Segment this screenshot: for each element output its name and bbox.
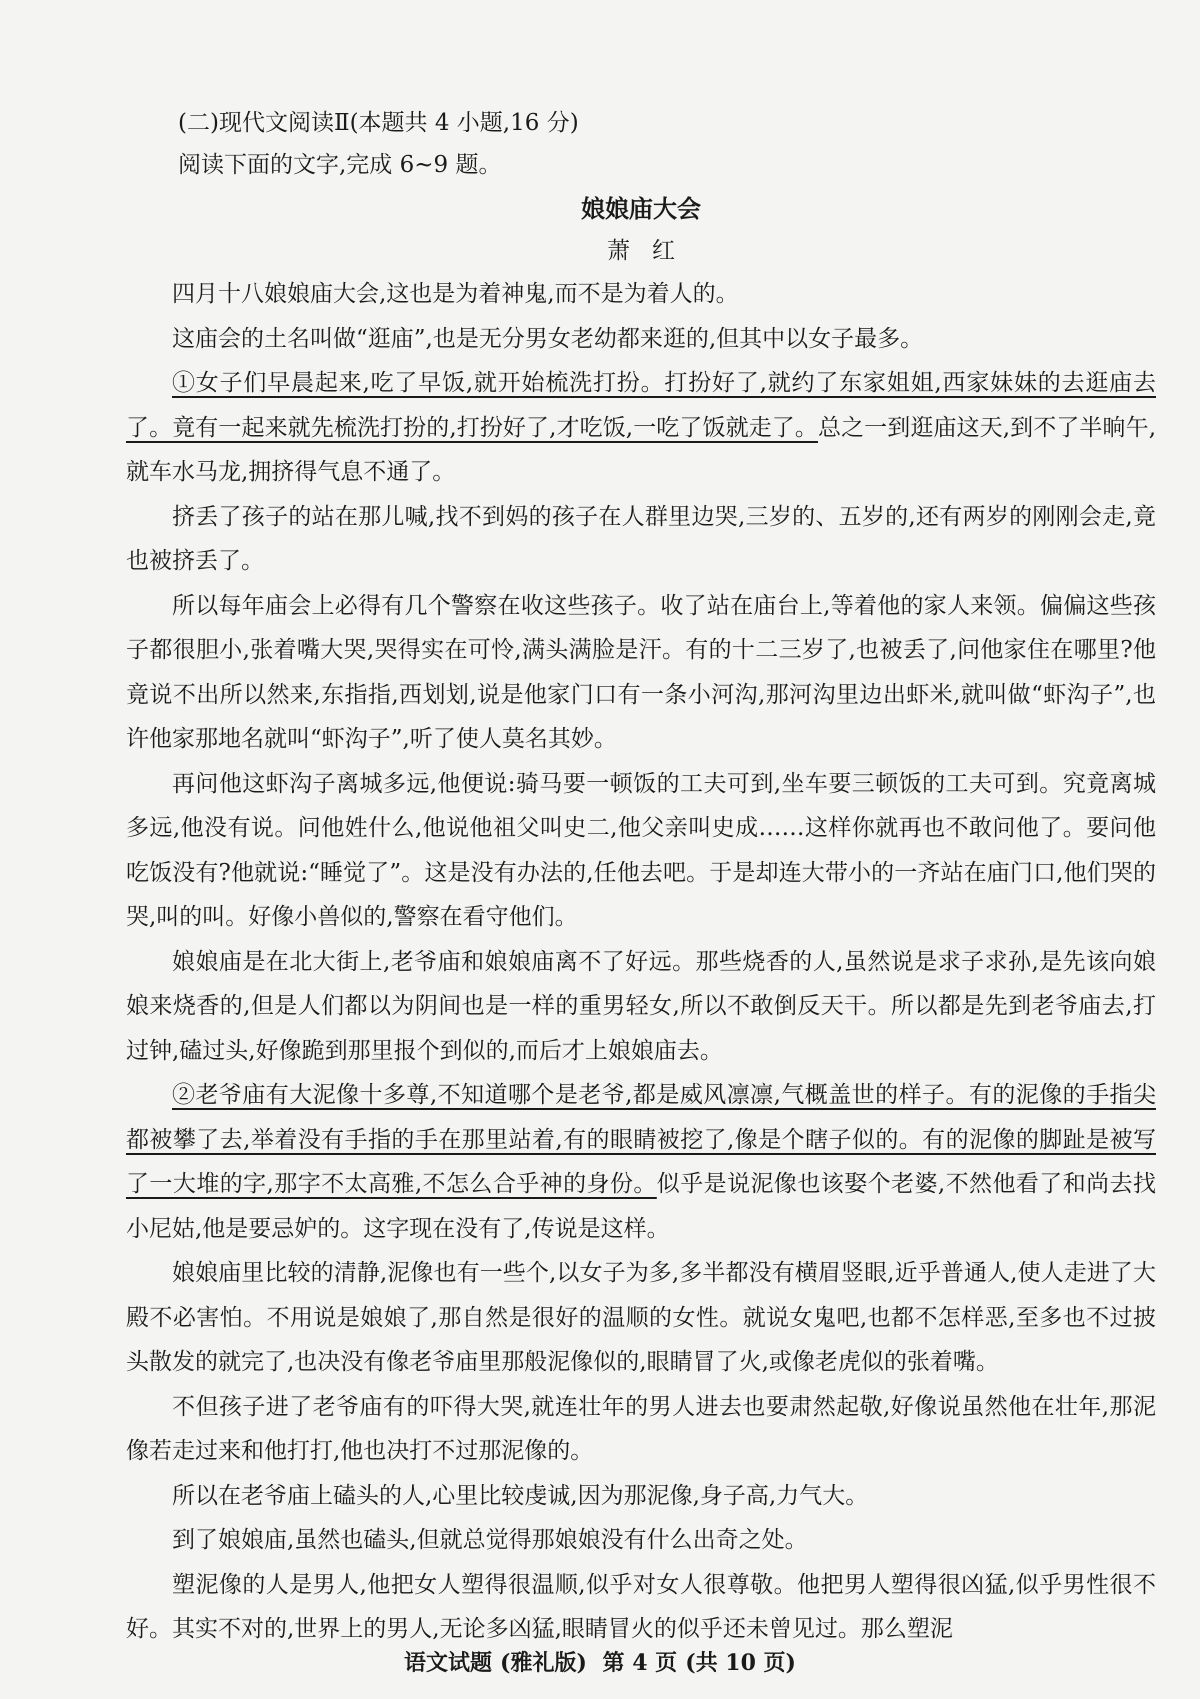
paragraph-text: 娘娘庙是在北大街上,老爷庙和娘娘庙离不了好远。那些烧香的人,虽然说是求子求孙,是先该向娘娘来烧香的,但是人们都以为阴间也是一样的重男轻女,所以不敢倒反天干。所以都是先到老爷庙去,打过钟,磕过头,好像跪到那里报个到似的,而后才上娘娘庙去。: [126, 948, 1156, 1064]
paragraph: [126, 1385, 1156, 1474]
reading-instruction: 阅读下面的文字,完成 6~9 题。: [178, 152, 502, 178]
paragraph: [126, 495, 1156, 584]
paragraph: [126, 1073, 1156, 1251]
underlined-sentence-2: ②老爷庙有大泥像十多尊,不知道哪个是老爷,都是威风凛凛,气概盖世的样子。有的泥像的手指尖都被攀了去,举着没有手指的手在那里站着,有的眼睛被挖了,像是个瞎子似的。有的泥像的脚趾是被写了一大堆的字,那字不太高雅,不怎么合乎神的身份。: [126, 1082, 1156, 1197]
paragraph: [126, 361, 1156, 495]
footer-subject: 语文试题: [404, 1650, 493, 1676]
paragraph-text: 塑泥像的人是男人,他把女人塑得很温顺,似乎对女人很尊敬。他把男人塑得很凶猛,似乎男性很不好。其实不对的,世界上的男人,无论多凶猛,眼睛冒火的似乎还未曾见过。那么塑泥: [126, 1571, 1156, 1642]
underlined-sentence-1: ①女子们早晨起来,吃了早饭,就开始梳洗打扮。打扮好了,就约了东家姐姐,西家妹妹的去逛庙去了。竟有一起来就先梳洗打扮的,打扮好了,才吃饭,一吃了饭就走了。: [126, 370, 1156, 441]
essay-body: [126, 272, 1156, 1652]
paragraph-text: 再问他这虾沟子离城多远,他便说:骑马要一顿饭的工夫可到,坐车要三顿饭的工夫可到。究竟离城多远,他没有说。问他姓什么,他说他祖父叫史二,他父亲叫史成……这样你就再也不敢问他了。要问他吃饭没有?他就说:“睡觉了”。这是没有办法的,任他去吧。于是却连大带小的一齐站在庙门口,他们哭的哭,叫的叫。好像小兽似的,警察在看守他们。: [126, 770, 1156, 930]
paragraph: [126, 272, 1156, 317]
footer-page-number: 第 4 页: [602, 1650, 678, 1676]
page-footer: [0, 1646, 1200, 1677]
paragraph: [126, 762, 1156, 940]
paragraph-text: 这庙会的土名叫做“逛庙”,也是无分男女老幼都来逛的,但其中以女子最多。: [172, 325, 924, 352]
paragraph: [126, 1518, 1156, 1563]
essay-title: 娘娘庙大会: [581, 194, 701, 223]
paragraph-text: 到了娘娘庙,虽然也磕头,但就总觉得那娘娘没有什么出奇之处。: [172, 1527, 808, 1553]
paragraph-text: 似乎是说泥像也该娶个老婆,不然他看了和尚去找小尼姑,他是要忌妒的。这字现在没有了,传说是这样。: [126, 1171, 1157, 1242]
footer-total-pages: (共 10 页): [685, 1650, 796, 1676]
paragraph-text: 娘娘庙里比较的清静,泥像也有一些个,以女子为多,多半都没有横眉竖眼,近乎普通人,使人走进了大殿不必害怕。不用说是娘娘了,那自然是很好的温顺的女性。就说女鬼吧,也都不怎样恶,至多也不过披头散发的就完了,也决没有像老爷庙里那般泥像似的,眼睛冒了火,或像老虎似的张着嘴。: [126, 1260, 1156, 1375]
paragraph: [126, 584, 1156, 762]
section-title: (二)现代文阅读Ⅱ(本题共 4 小题,16 分): [178, 110, 579, 136]
paragraph-text: 总之一到逛庙这天,到不了半晌午,就车水马龙,拥挤得气息不通了。: [126, 414, 1157, 485]
paragraph: [126, 1474, 1156, 1519]
paragraph-text: 所以在老爷庙上磕头的人,心里比较虔诚,因为那泥像,身子高,力气大。: [172, 1482, 869, 1509]
paragraph: [126, 940, 1156, 1074]
essay-author: 萧红: [607, 238, 697, 264]
footer-edition: (雅礼版): [500, 1650, 587, 1676]
paragraph-text: 不但孩子进了老爷庙有的吓得大哭,就连壮年的男人进去也要肃然起敬,好像说虽然他在壮年,那泥像若走过来和他打打,他也决打不过那泥像的。: [126, 1393, 1156, 1464]
paragraph: [126, 1251, 1156, 1385]
paragraph-text: 挤丢了孩子的站在那儿喊,找不到妈的孩子在人群里边哭,三岁的、五岁的,还有两岁的刚刚会走,竟也被挤丢了。: [126, 503, 1156, 574]
paragraph-text: 所以每年庙会上必得有几个警察在收这些孩子。收了站在庙台上,等着他的家人来领。偏偏这些孩子都很胆小,张着嘴大哭,哭得实在可怜,满头满脸是汗。有的十二三岁了,也被丢了,问他家住在哪里?他竟说不出所以然来,东指指,西划划,说是他家门口有一条小河沟,那河沟里边出虾米,就叫做“虾沟子”,也许他家那地名就叫“虾沟子”,听了使人莫名其妙。: [126, 592, 1156, 752]
paragraph: [126, 1563, 1156, 1652]
paragraph: [126, 317, 1156, 362]
paragraph-text: 四月十八娘娘庙大会,这也是为着神鬼,而不是为着人的。: [172, 281, 739, 307]
